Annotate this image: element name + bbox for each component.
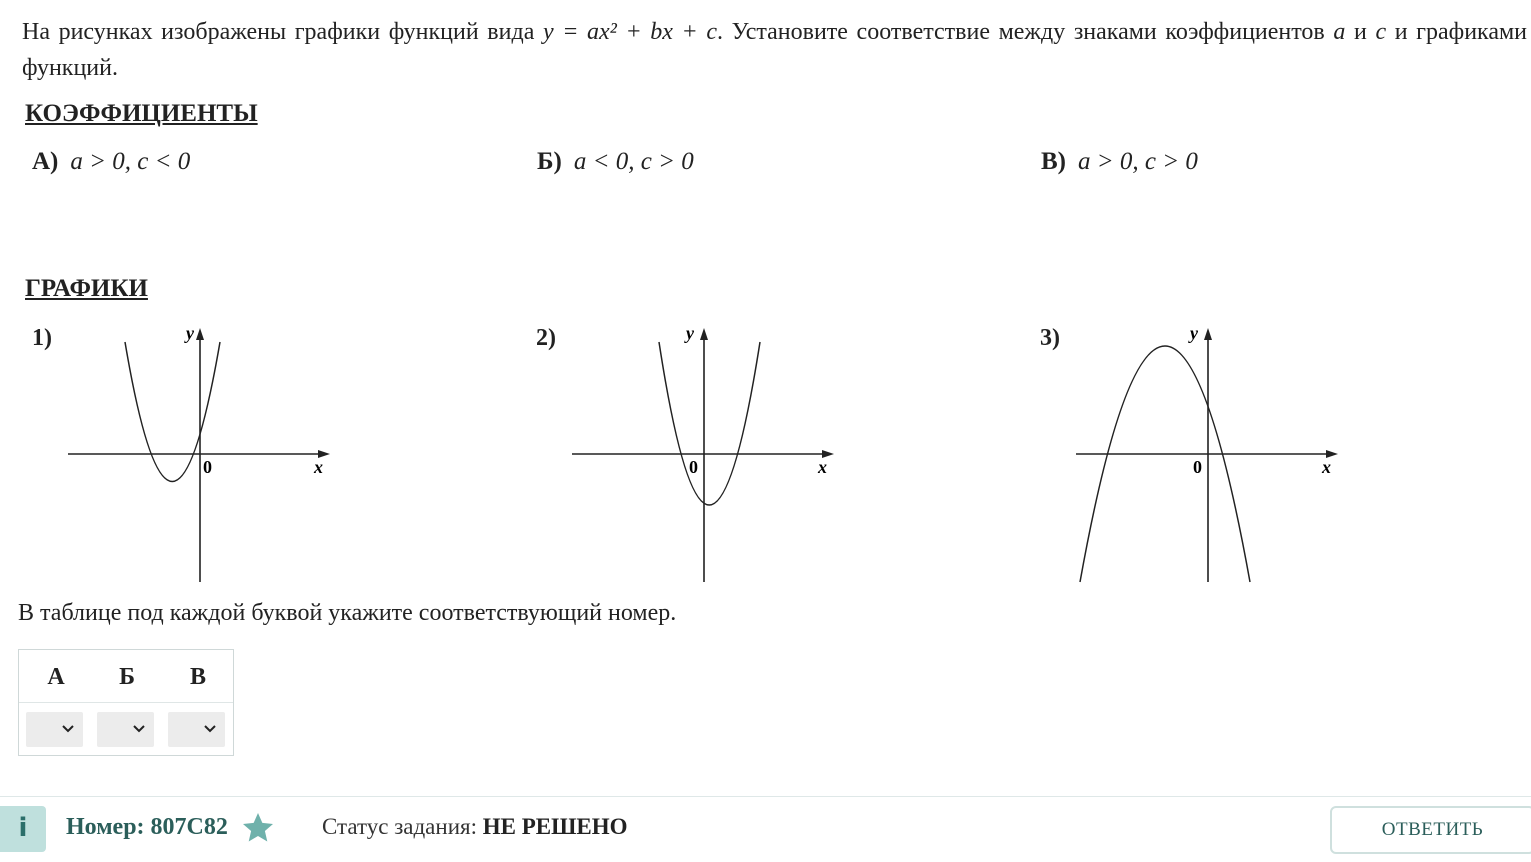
task-text-end: и графиками функций. — [22, 19, 1528, 81]
graph-number-3: 3) — [1040, 325, 1060, 351]
answer-select-a[interactable] — [26, 712, 83, 747]
coef-expr: a < 0, c > 0 — [573, 148, 694, 175]
task-statement — [22, 14, 1527, 86]
coef-item-a — [32, 148, 190, 176]
task-text-after: . Установите соответствие между знаками коэффициентов — [716, 19, 1325, 45]
chevron-down-icon — [62, 725, 74, 733]
task-conj: и — [1353, 19, 1367, 45]
answer-header-v: В — [189, 664, 206, 690]
y-axis-label: y — [186, 323, 194, 343]
coef-expr: a > 0, c < 0 — [70, 148, 191, 175]
parabola-3 — [1080, 346, 1250, 582]
graph-2 — [566, 320, 846, 590]
footer-divider — [0, 796, 1531, 797]
y-axis-label: y — [1190, 323, 1198, 343]
coef-letter: Б) — [537, 148, 562, 175]
answer-header-a: А — [47, 664, 65, 690]
coefficients-title: КОЭФФИЦИЕНТЫ — [25, 100, 258, 127]
chevron-down-icon — [204, 725, 216, 733]
y-axis-arrow — [700, 328, 708, 340]
answer-select-v[interactable] — [168, 712, 225, 747]
coef-letter: В) — [1041, 148, 1066, 175]
task-var-c: c — [1375, 19, 1387, 45]
x-axis-label: x — [1322, 457, 1331, 477]
graph-number-1: 1) — [32, 325, 52, 351]
origin-label: 0 — [1193, 457, 1202, 477]
task-text-before: На рисунках изображены графики функций вида — [22, 19, 535, 45]
coef-item-b — [537, 148, 694, 176]
answer-select-b[interactable] — [97, 712, 154, 747]
graphs-title: ГРАФИКИ — [25, 275, 148, 302]
star-icon[interactable] — [240, 810, 276, 846]
x-axis-label: x — [314, 457, 323, 477]
y-axis-label: y — [686, 323, 694, 343]
chevron-down-icon — [133, 725, 145, 733]
graph-3 — [1070, 320, 1350, 590]
coef-item-v — [1041, 148, 1198, 176]
task-formula: y = ax² + bx + c — [542, 19, 717, 45]
status-value: НЕ РЕШЕНО — [482, 814, 628, 839]
y-axis-arrow — [1204, 328, 1212, 340]
instruction-text: В таблице под каждой буквой укажите соответствующий номер. — [18, 600, 677, 626]
answer-table — [18, 649, 234, 756]
coef-expr: a > 0, c > 0 — [1078, 148, 1198, 175]
graph-number-2: 2) — [536, 325, 556, 351]
task-number: Номер: 807C82 — [66, 814, 228, 840]
info-button[interactable]: i — [0, 806, 46, 852]
graph-1 — [62, 320, 342, 590]
task-status — [322, 814, 627, 840]
y-axis-arrow — [196, 328, 204, 340]
answer-header-b: Б — [119, 664, 135, 690]
coef-letter: А) — [32, 148, 59, 175]
task-var-a: a — [1333, 19, 1346, 45]
table-divider — [19, 702, 233, 703]
x-axis-label: x — [818, 457, 827, 477]
answer-button[interactable]: ОТВЕТИТЬ — [1330, 806, 1531, 854]
origin-label: 0 — [203, 457, 212, 477]
parabola-2 — [659, 342, 760, 505]
status-label: Статус задания: — [322, 814, 477, 839]
origin-label: 0 — [689, 457, 698, 477]
